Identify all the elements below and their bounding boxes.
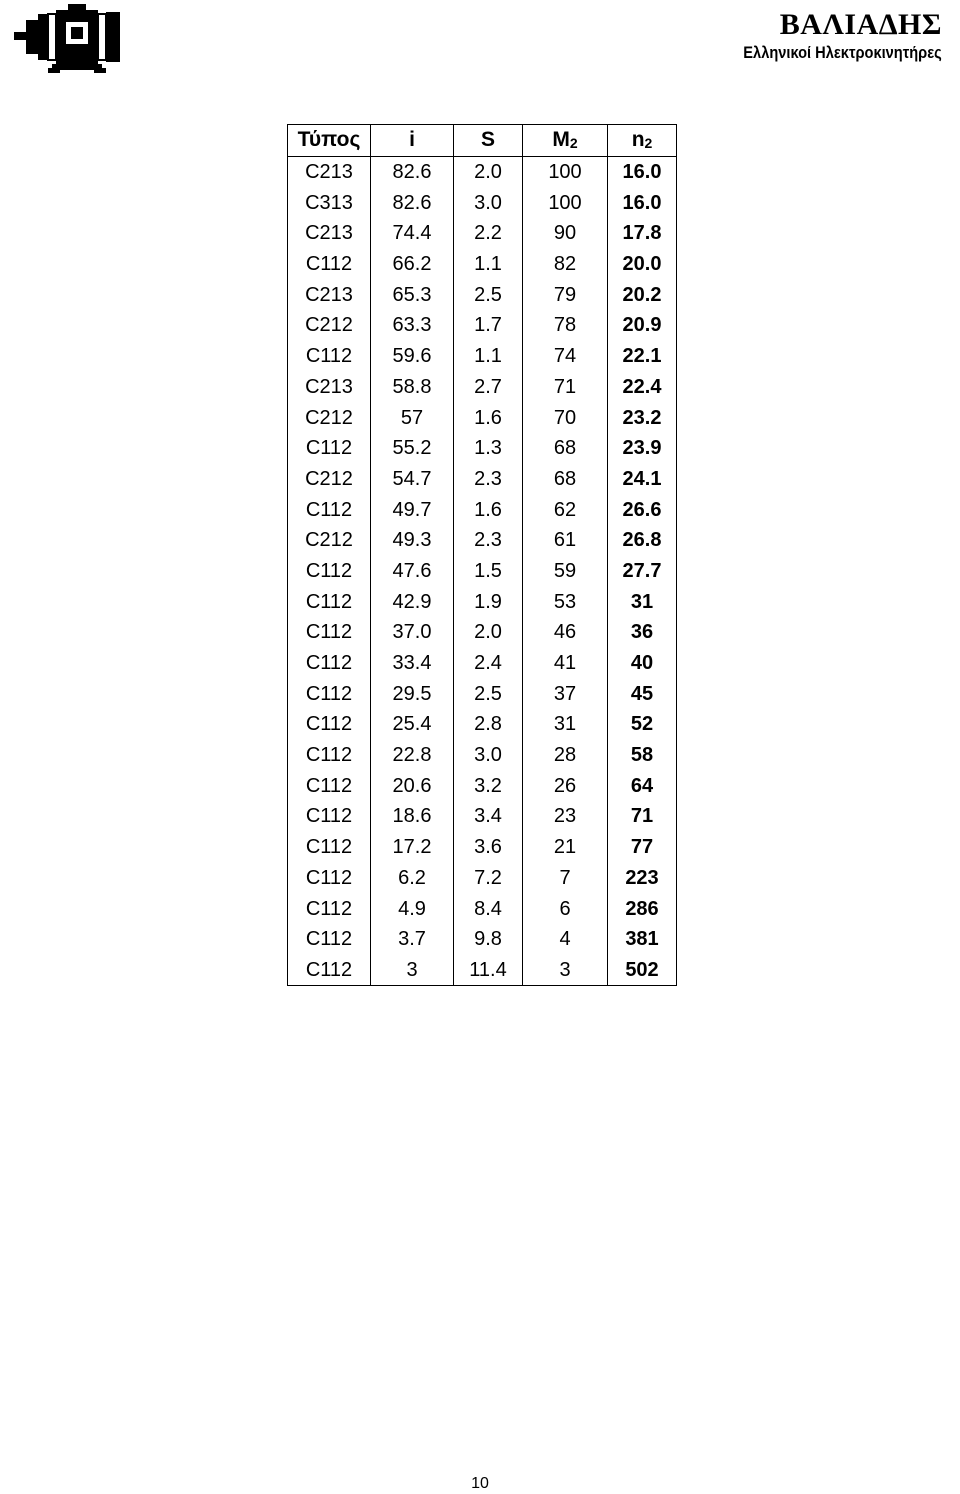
cell-ratio: 22.8 xyxy=(371,740,454,771)
cell-torque: 82 xyxy=(523,249,608,280)
cell-output-speed: 31 xyxy=(608,586,677,617)
cell-service-factor: 2.3 xyxy=(454,464,523,495)
cell-ratio: 59.6 xyxy=(371,341,454,372)
cell-service-factor: 2.0 xyxy=(454,617,523,648)
cell-output-speed: 20.0 xyxy=(608,249,677,280)
cell-service-factor: 1.6 xyxy=(454,402,523,433)
column-header-output-speed: $n_2$ xyxy=(608,125,677,157)
cell-service-factor: 2.3 xyxy=(454,525,523,556)
table-row xyxy=(288,464,677,495)
cell-service-factor: 2.4 xyxy=(454,648,523,679)
table-row xyxy=(288,678,677,709)
table-row xyxy=(288,740,677,771)
cell-service-factor: 2.8 xyxy=(454,709,523,740)
table-row xyxy=(288,341,677,372)
gearmotor-spec-table xyxy=(287,124,677,986)
brand-name: ΒΑΛΙΑΔΗΣ xyxy=(779,8,942,41)
table-row xyxy=(288,955,677,986)
cell-service-factor: 2.2 xyxy=(454,218,523,249)
cell-output-speed: 27.7 xyxy=(608,556,677,587)
cell-ratio: 6.2 xyxy=(371,863,454,894)
cell-ratio: 29.5 xyxy=(371,678,454,709)
column-header-type: Τύπος xyxy=(288,125,371,157)
cell-output-speed: 17.8 xyxy=(608,218,677,249)
cell-service-factor: 1.3 xyxy=(454,433,523,464)
cell-service-factor: 3.4 xyxy=(454,801,523,832)
cell-output-speed: 24.1 xyxy=(608,464,677,495)
cell-ratio: 49.3 xyxy=(371,525,454,556)
cell-torque: 7 xyxy=(523,863,608,894)
cell-ratio: 55.2 xyxy=(371,433,454,464)
column-header-ratio: i xyxy=(371,125,454,157)
cell-ratio: 65.3 xyxy=(371,279,454,310)
cell-ratio: 37.0 xyxy=(371,617,454,648)
cell-torque: 71 xyxy=(523,372,608,403)
cell-ratio: 3.7 xyxy=(371,924,454,955)
cell-torque: 6 xyxy=(523,893,608,924)
cell-service-factor: 1.6 xyxy=(454,494,523,525)
cell-type: C313 xyxy=(288,187,371,218)
table-row xyxy=(288,433,677,464)
cell-output-speed: 58 xyxy=(608,740,677,771)
column-header-service-factor: S xyxy=(454,125,523,157)
cell-type: C112 xyxy=(288,617,371,648)
cell-torque: 90 xyxy=(523,218,608,249)
cell-type: C112 xyxy=(288,709,371,740)
cell-ratio: 4.9 xyxy=(371,893,454,924)
cell-type: C212 xyxy=(288,402,371,433)
table-row xyxy=(288,494,677,525)
cell-torque: 21 xyxy=(523,832,608,863)
table-row xyxy=(288,279,677,310)
cell-ratio: 58.8 xyxy=(371,372,454,403)
cell-type: C112 xyxy=(288,770,371,801)
cell-service-factor: 9.8 xyxy=(454,924,523,955)
cell-output-speed: 64 xyxy=(608,770,677,801)
brand-tagline: Ελληνικοί Ηλεκτροκινητήρες xyxy=(743,43,942,62)
page-number: 10 xyxy=(471,1475,489,1492)
electric-motor-icon xyxy=(14,4,122,74)
table-row xyxy=(288,218,677,249)
cell-type: C212 xyxy=(288,525,371,556)
cell-type: C112 xyxy=(288,433,371,464)
table-header-row xyxy=(288,125,677,157)
table-row xyxy=(288,525,677,556)
cell-type: C112 xyxy=(288,801,371,832)
cell-torque: 100 xyxy=(523,156,608,187)
cell-service-factor: 3.2 xyxy=(454,770,523,801)
cell-type: C112 xyxy=(288,740,371,771)
table-row xyxy=(288,556,677,587)
cell-output-speed: 381 xyxy=(608,924,677,955)
cell-torque: 79 xyxy=(523,279,608,310)
cell-torque: 100 xyxy=(523,187,608,218)
cell-torque: 74 xyxy=(523,341,608,372)
cell-torque: 28 xyxy=(523,740,608,771)
cell-service-factor: 1.9 xyxy=(454,586,523,617)
table-row xyxy=(288,801,677,832)
cell-torque: 46 xyxy=(523,617,608,648)
table-row xyxy=(288,863,677,894)
cell-type: C112 xyxy=(288,893,371,924)
cell-type: C213 xyxy=(288,218,371,249)
cell-torque: 3 xyxy=(523,955,608,986)
cell-torque: 41 xyxy=(523,648,608,679)
cell-type: C213 xyxy=(288,279,371,310)
table-row xyxy=(288,832,677,863)
cell-ratio: 66.2 xyxy=(371,249,454,280)
cell-service-factor: 8.4 xyxy=(454,893,523,924)
cell-output-speed: 40 xyxy=(608,648,677,679)
cell-ratio: 47.6 xyxy=(371,556,454,587)
cell-output-speed: 16.0 xyxy=(608,156,677,187)
cell-type: C112 xyxy=(288,863,371,894)
cell-ratio: 33.4 xyxy=(371,648,454,679)
table-row xyxy=(288,586,677,617)
cell-type: C112 xyxy=(288,924,371,955)
table-body xyxy=(288,156,677,986)
cell-output-speed: 502 xyxy=(608,955,677,986)
table-row xyxy=(288,617,677,648)
cell-ratio: 25.4 xyxy=(371,709,454,740)
cell-torque: 59 xyxy=(523,556,608,587)
cell-torque: 26 xyxy=(523,770,608,801)
cell-service-factor: 3.0 xyxy=(454,187,523,218)
table-row xyxy=(288,709,677,740)
cell-service-factor: 1.1 xyxy=(454,249,523,280)
cell-type: C112 xyxy=(288,955,371,986)
table-row xyxy=(288,310,677,341)
table-row xyxy=(288,156,677,187)
cell-torque: 4 xyxy=(523,924,608,955)
cell-output-speed: 77 xyxy=(608,832,677,863)
cell-service-factor: 2.5 xyxy=(454,678,523,709)
cell-type: C112 xyxy=(288,556,371,587)
cell-torque: 53 xyxy=(523,586,608,617)
cell-torque: 23 xyxy=(523,801,608,832)
table-row xyxy=(288,924,677,955)
cell-ratio: 49.7 xyxy=(371,494,454,525)
cell-type: C112 xyxy=(288,678,371,709)
cell-service-factor: 3.6 xyxy=(454,832,523,863)
cell-type: C213 xyxy=(288,156,371,187)
cell-type: C212 xyxy=(288,310,371,341)
cell-service-factor: 7.2 xyxy=(454,863,523,894)
cell-output-speed: 71 xyxy=(608,801,677,832)
cell-output-speed: 45 xyxy=(608,678,677,709)
cell-output-speed: 20.2 xyxy=(608,279,677,310)
cell-type: C112 xyxy=(288,249,371,280)
cell-service-factor: 1.7 xyxy=(454,310,523,341)
cell-torque: 62 xyxy=(523,494,608,525)
cell-type: C112 xyxy=(288,494,371,525)
table-row xyxy=(288,648,677,679)
cell-type: C112 xyxy=(288,832,371,863)
cell-output-speed: 36 xyxy=(608,617,677,648)
cell-torque: 68 xyxy=(523,433,608,464)
cell-output-speed: 23.9 xyxy=(608,433,677,464)
table-row xyxy=(288,770,677,801)
cell-service-factor: 1.5 xyxy=(454,556,523,587)
cell-type: C112 xyxy=(288,586,371,617)
cell-torque: 31 xyxy=(523,709,608,740)
cell-ratio: 42.9 xyxy=(371,586,454,617)
cell-ratio: 18.6 xyxy=(371,801,454,832)
cell-ratio: 3 xyxy=(371,955,454,986)
cell-ratio: 63.3 xyxy=(371,310,454,341)
cell-service-factor: 2.7 xyxy=(454,372,523,403)
cell-service-factor: 1.1 xyxy=(454,341,523,372)
cell-type: C112 xyxy=(288,341,371,372)
cell-output-speed: 22.4 xyxy=(608,372,677,403)
cell-output-speed: 23.2 xyxy=(608,402,677,433)
cell-ratio: 54.7 xyxy=(371,464,454,495)
cell-ratio: 17.2 xyxy=(371,832,454,863)
cell-output-speed: 22.1 xyxy=(608,341,677,372)
cell-service-factor: 3.0 xyxy=(454,740,523,771)
cell-type: C212 xyxy=(288,464,371,495)
cell-torque: 61 xyxy=(523,525,608,556)
table-row xyxy=(288,249,677,280)
cell-service-factor: 11.4 xyxy=(454,955,523,986)
cell-ratio: 82.6 xyxy=(371,156,454,187)
cell-output-speed: 20.9 xyxy=(608,310,677,341)
cell-service-factor: 2.5 xyxy=(454,279,523,310)
table-row xyxy=(288,402,677,433)
brand-block xyxy=(711,8,942,64)
cell-output-speed: 223 xyxy=(608,863,677,894)
cell-torque: 70 xyxy=(523,402,608,433)
cell-type: C112 xyxy=(288,648,371,679)
cell-ratio: 20.6 xyxy=(371,770,454,801)
cell-ratio: 74.4 xyxy=(371,218,454,249)
column-header-torque: $M_2$ xyxy=(523,125,608,157)
cell-torque: 68 xyxy=(523,464,608,495)
cell-output-speed: 52 xyxy=(608,709,677,740)
cell-type: C213 xyxy=(288,372,371,403)
cell-output-speed: 286 xyxy=(608,893,677,924)
cell-output-speed: 26.8 xyxy=(608,525,677,556)
cell-service-factor: 2.0 xyxy=(454,156,523,187)
cell-torque: 37 xyxy=(523,678,608,709)
cell-output-speed: 16.0 xyxy=(608,187,677,218)
cell-torque: 78 xyxy=(523,310,608,341)
table-row xyxy=(288,372,677,403)
table-row xyxy=(288,893,677,924)
cell-ratio: 57 xyxy=(371,402,454,433)
cell-output-speed: 26.6 xyxy=(608,494,677,525)
table-row xyxy=(288,187,677,218)
cell-ratio: 82.6 xyxy=(371,187,454,218)
